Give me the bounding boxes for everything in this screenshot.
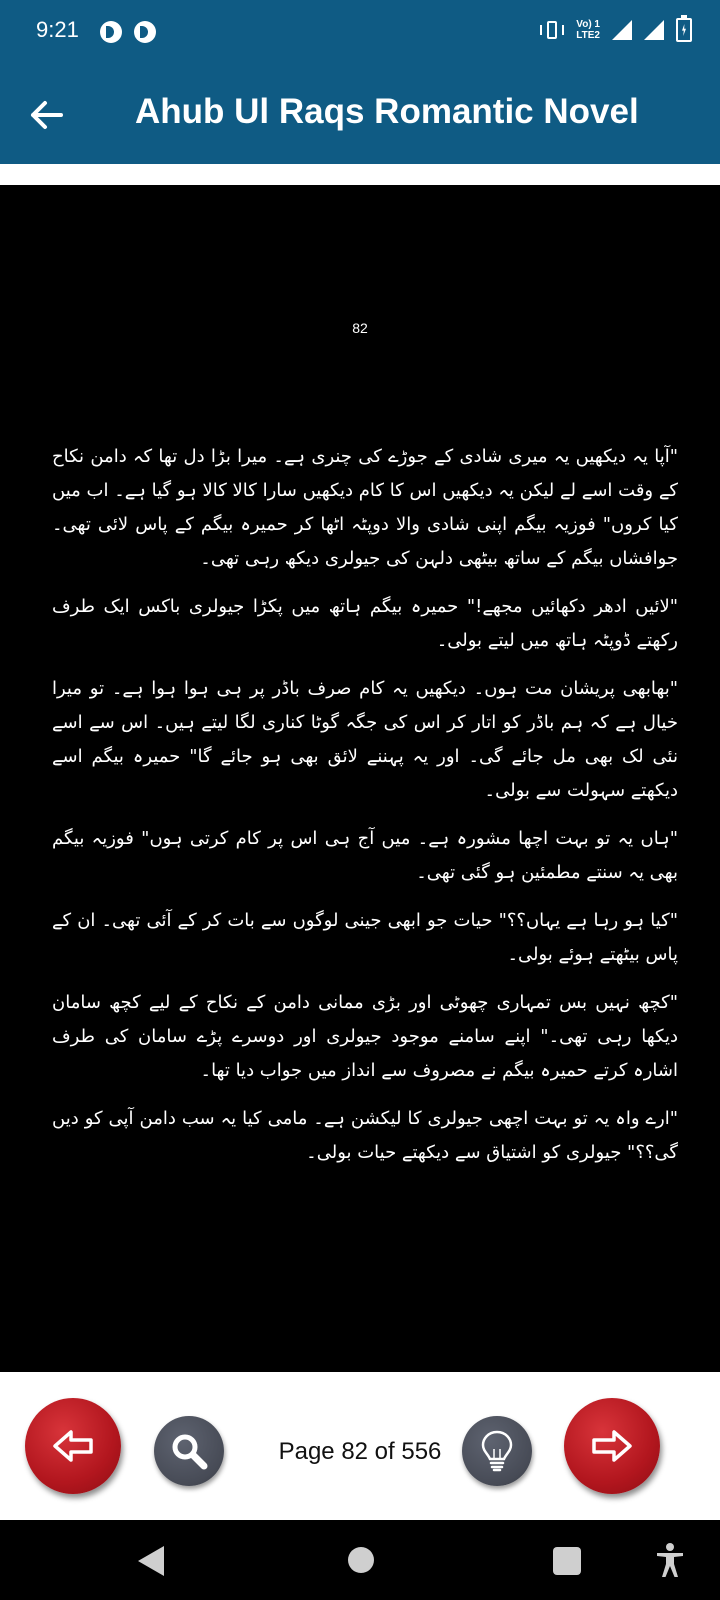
- arrow-left-icon: [30, 100, 64, 130]
- paragraph: "ارے واہ یہ تو بہت اچھی جیولری کا لیکشن ہے۔ مامی کیا یہ سب دامن آپی کو دیں گی؟؟" جیولری کو اشتیاق سے دیکھتے حیات بولی۔: [52, 1108, 678, 1163]
- vibrate-icon: [540, 19, 564, 41]
- previous-page-button[interactable]: [25, 1398, 121, 1494]
- hint-button[interactable]: [462, 1416, 532, 1486]
- app-bar: [0, 64, 720, 164]
- lightbulb-icon: [480, 1429, 514, 1473]
- page-number: 82: [352, 320, 368, 336]
- app-title: Ahub Ul Raqs Romantic Novel: [135, 92, 639, 131]
- search-button[interactable]: [154, 1416, 224, 1486]
- back-button[interactable]: [22, 90, 72, 140]
- next-page-button[interactable]: [564, 1398, 660, 1494]
- page-indicator: Page 82 of 556: [278, 1438, 442, 1465]
- arrow-right-outline-icon: [590, 1429, 634, 1463]
- arrow-left-outline-icon: [51, 1429, 95, 1463]
- bottom-controls: [0, 1372, 720, 1520]
- volte-icon: Vo) 1 LTE2: [576, 19, 600, 41]
- paragraph: "کیا ہو رہا ہے یہاں؟؟" حیات جو ابھی جینی لوگوں سے بات کر کے آئی تھی۔ ان کے پاس بیٹھتے ہوئے بولی۔: [52, 910, 678, 965]
- battery-charging-icon: [676, 18, 692, 42]
- paragraph: "لائیں ادھر دکھائیں مجھے!" حمیرہ بیگم ہاتھ میں پکڑا جیولری باکس ایک طرف رکھتے ڈوپٹہ ہاتھ میں لیتے بولی۔: [52, 596, 678, 651]
- notification-app-icon: [100, 21, 122, 43]
- system-back-icon[interactable]: [138, 1546, 164, 1576]
- paragraph: "ہاں یہ تو بہت اچھا مشورہ ہے۔ میں آج ہی اس پر کام کرتی ہوں" فوزیہ بیگم بھی یہ سنتے مطمئین ہو گئی تھی۔: [52, 828, 678, 883]
- paragraph: "آپا یہ دیکھیں یہ میری شادی کے جوڑے کی چنری ہے۔ میرا بڑا دل تھا کہ دامن نکاح کے وقت اسے لے لیکن یہ دیکھیں اس کا کام دیکھیں سارا کالا کالا ہو گیا ہے۔ اب میں کیا کروں" فوزیہ بیگم اپنی شادی والا دوپٹہ اٹھا کر حمیرہ بیگم کے پاس لائی تھی۔ جوافشاں بیگم کے ساتھ بیٹھی دلہن کی جیولری دیکھ رہی تھی۔: [52, 446, 678, 569]
- novel-text: [52, 440, 678, 1184]
- paragraph: "کچھ نہیں بس تمہاری چھوٹی اور بڑی ممانی دامن کے نکاح کے لیے کچھ سامان دیکھا رہی تھی۔" اپنے سامنے موجود جیولری اور دوسرے پڑے سامان کی طرف اشارہ کرتے حمیرہ بیگم نے مصروف سے انداز میں جواب دیا تھا۔: [52, 992, 678, 1081]
- signal-icon: [612, 20, 632, 40]
- signal-icon-2: [644, 20, 664, 40]
- magnifier-icon: [168, 1430, 210, 1472]
- paragraph: "بھابھی پریشان مت ہوں۔ دیکھیں یہ کام صرف باڈر پر ہی ہوا ہوا ہے۔ تو میرا خیال ہے کہ ہم باڈر کو اتار کر اس کی جگہ گوٹا کناری لگا لیتے ہیں۔ اس سے اسے نئی لک بھی مل جائے گی۔ اور یہ پہننے لائق بھی ہو جائے گا" حمیرہ بیگم اسے دیکھتے سہولت سے بولی۔: [52, 678, 678, 801]
- system-recents-icon[interactable]: [553, 1547, 581, 1575]
- status-icons: [540, 18, 692, 42]
- novel-page[interactable]: [0, 185, 720, 1372]
- accessibility-icon[interactable]: [655, 1542, 685, 1578]
- system-nav-bar: [0, 1520, 720, 1600]
- status-time: 9:21: [36, 17, 79, 42]
- notification-app-icon-2: [134, 21, 156, 43]
- status-bar: [0, 0, 720, 64]
- system-home-icon[interactable]: [348, 1547, 374, 1573]
